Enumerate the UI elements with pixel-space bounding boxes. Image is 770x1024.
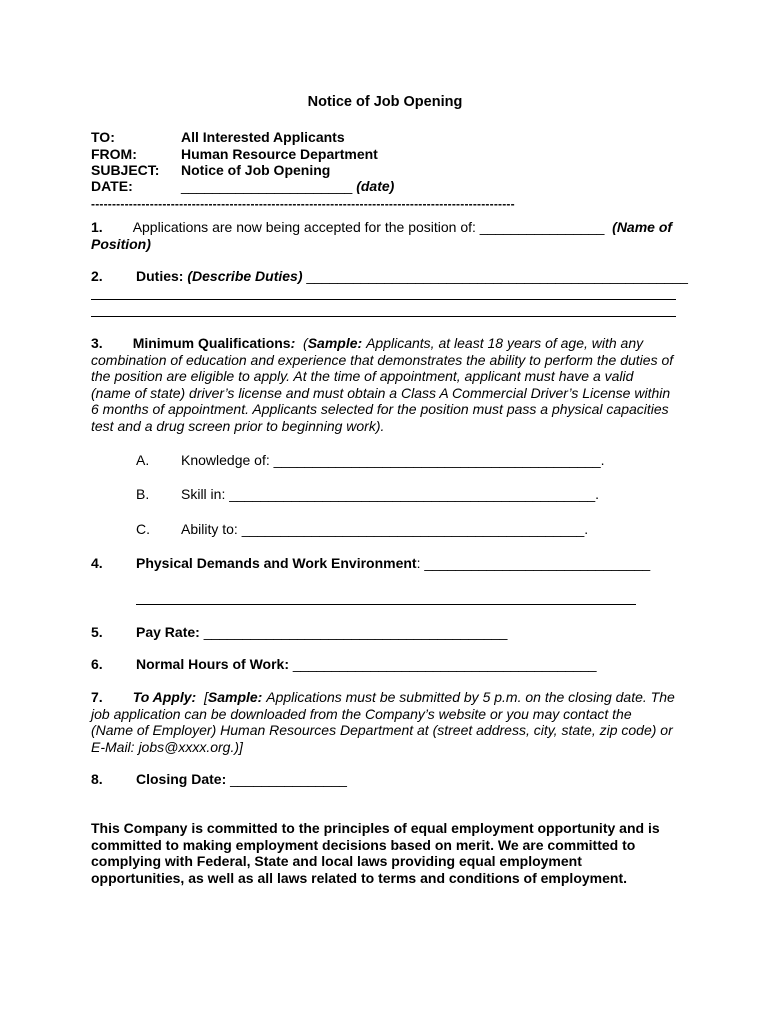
section-3 [91, 335, 675, 434]
sample-open-paren: ( [303, 335, 308, 351]
physical-demands-line-2[interactable] [136, 604, 636, 605]
closing-date-label: Closing Date: [136, 771, 227, 787]
date-field[interactable] [181, 178, 394, 195]
qualifications-sample-text: Applicants, at least 18 years of age, with any combination of education and experience that demonstrates the ability to perform the duties of the position are eligible to apply. At the time of appointment, applicant must have a valid (name of state) driver’s license and must obtain a Class A Commercial Driver’s License within 6 months of appointment. Applicants selected for the position must pass a physical capacities test and a drug screen prior to beginning work). [91, 335, 674, 434]
to-apply-sample-text: Applications must be submitted by 5 p.m. on the closing date. The job application can be downloaded from the Company’s website or you may contact the (Name of Employer) Human Resources Department at (street address, city, state, zip code) or E-Mail: jobs@xxxx.org.)] [91, 689, 675, 755]
sample-label: Sample: [307, 335, 363, 351]
to-value: All Interested Applicants [181, 129, 345, 145]
knowledge-of-field[interactable]: Knowledge of: __________________________________________. [181, 452, 605, 468]
section-7-number: 7. [91, 689, 103, 705]
pay-rate-field[interactable] [136, 624, 507, 641]
subject-value: Notice of Job Opening [181, 162, 331, 178]
item-a-letter: A. [136, 452, 150, 468]
physical-demands-label: Physical Demands and Work Environment [136, 555, 417, 571]
min-qualifications-label: Minimum Qualifications [132, 335, 291, 351]
min-qualifications-colon: : [290, 335, 296, 351]
section-8-number: 8. [91, 771, 103, 787]
page-title: Notice of Job Opening [307, 94, 463, 110]
item-b-letter: B. [136, 486, 150, 502]
physical-demands-field[interactable] [136, 555, 650, 572]
subject-label: SUBJECT: [91, 162, 160, 178]
section-5-number: 5. [91, 624, 103, 640]
from-value: Human Resource Department [181, 146, 378, 162]
normal-hours-label: Normal Hours of Work: [136, 656, 289, 672]
section-1 [91, 219, 675, 252]
pay-rate-blank[interactable]: _______________________________________ [203, 624, 508, 640]
section-6-number: 6. [91, 656, 103, 672]
date-label: DATE: [91, 178, 133, 194]
section-3-number: 3. [91, 335, 103, 351]
date-blank[interactable]: ______________________ [181, 178, 353, 194]
section-2-number: 2. [91, 268, 103, 284]
duties-hint: (Describe Duties) [187, 268, 303, 284]
normal-hours-field[interactable] [136, 656, 597, 673]
duties-blank[interactable]: _________________________________________________ [306, 268, 688, 284]
duties-line-2[interactable] [91, 299, 676, 300]
section-4-number: 4. [91, 555, 103, 571]
date-hint: (date) [356, 178, 395, 194]
item-c-letter: C. [136, 521, 150, 537]
physical-demands-blank[interactable]: : _____________________________ [416, 555, 651, 571]
position-name-hint: (Name of Position) [91, 219, 673, 252]
sample-open-bracket: [ [203, 689, 208, 705]
duties-label: Duties: [136, 268, 184, 284]
ability-to-field[interactable]: Ability to: ____________________________________________. [181, 521, 589, 537]
closing-date-field[interactable] [136, 771, 347, 788]
eeo-statement: This Company is committed to the principles of equal employment opportunity and is committed to making employment decisions based on merit. We are committed to complying with Federal, State and local laws providing equal employment opportunities, as well as all laws related to terms and conditions of employment. [91, 820, 660, 886]
skill-in-field[interactable]: Skill in: _______________________________________________. [181, 486, 600, 502]
section-1-number: 1. [91, 219, 103, 235]
duties-field[interactable] [136, 268, 688, 285]
normal-hours-blank[interactable]: _______________________________________ [292, 656, 597, 672]
closing-date-blank[interactable]: _______________ [230, 771, 347, 787]
section-7 [91, 689, 675, 755]
pay-rate-label: Pay Rate: [136, 624, 200, 640]
header-separator: ----------------------------------------------------------------------------------------------------- [91, 197, 515, 211]
to-label: TO: [91, 129, 115, 145]
to-apply-label: To Apply: [132, 689, 197, 705]
to-apply-sample-label: Sample: [207, 689, 263, 705]
section-1-text: Applications are now being accepted for the position of: ________________ [132, 219, 605, 235]
duties-line-3[interactable] [91, 316, 676, 317]
from-label: FROM: [91, 146, 137, 162]
